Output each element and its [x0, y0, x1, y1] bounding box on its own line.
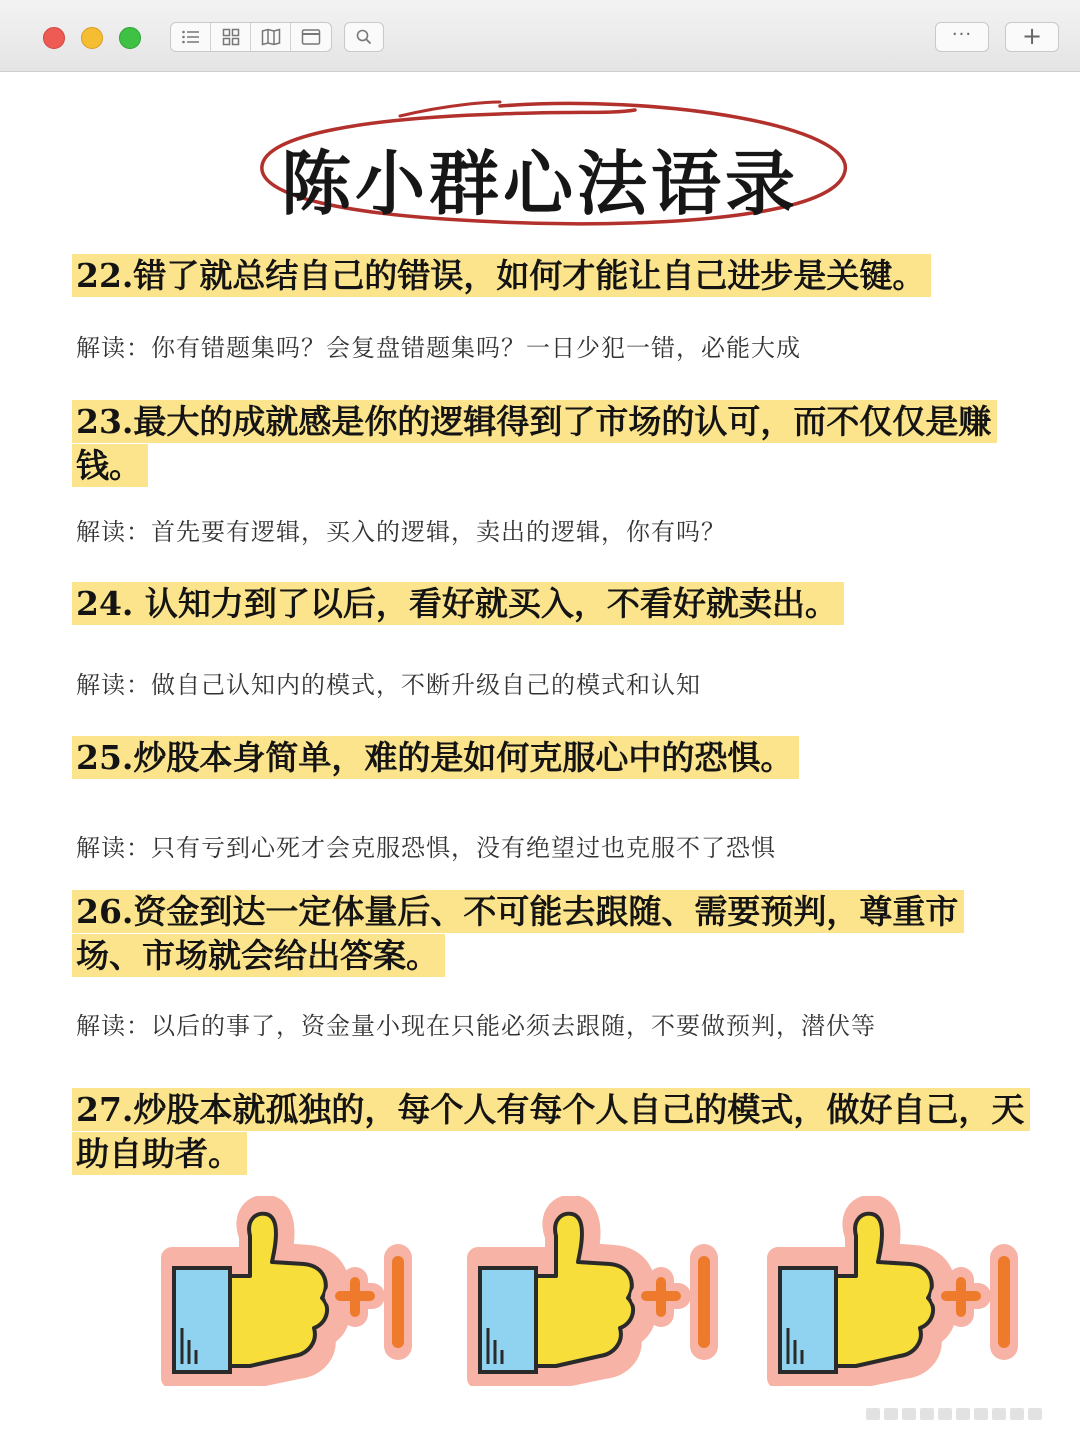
quote-22-note: 解读：你有错题集吗？会复盘错题集吗？一日少犯一错，必能大成 [76, 334, 801, 362]
page-title: 陈小群心法语录 [281, 142, 799, 225]
more-button[interactable]: ··· [935, 22, 989, 52]
quote-text: 22.错了就总结自己的错误，如何才能让自己进步是关键。 [72, 254, 931, 297]
quote-26-note: 解读：以后的事了，资金量小现在只能必须去跟随，不要做预判，潜伏等 [76, 1012, 876, 1040]
quote-27 [72, 1088, 1042, 1176]
quote-26 [72, 890, 1022, 978]
quote-text: 24. 认知力到了以后，看好就买入，不看好就卖出。 [72, 582, 844, 625]
add-button[interactable]: + [1005, 22, 1059, 52]
zoom-window-button[interactable] [119, 27, 141, 49]
close-window-button[interactable] [43, 27, 65, 49]
quote-23 [72, 400, 1052, 488]
search-icon [355, 28, 373, 46]
list-icon[interactable] [171, 23, 211, 51]
thumbs-up-row [0, 1196, 1080, 1396]
view-toolbar [170, 22, 332, 52]
window-titlebar [0, 0, 1080, 72]
quote-text: 27.炒股本就孤独的，每个人有每个人自己的模式，做好自己，天助自助者。 [72, 1088, 1030, 1175]
thumbs-up-icon [764, 1196, 1034, 1386]
search-button[interactable] [344, 22, 384, 52]
quote-25 [72, 736, 1022, 780]
watermark-decoration [866, 1404, 1056, 1424]
quote-24-note: 解读：做自己认知内的模式，不断升级自己的模式和认知 [76, 671, 701, 699]
quote-25-note: 解读：只有亏到心死才会克服恐惧，没有绝望过也克服不了恐惧 [76, 834, 776, 862]
map-icon[interactable] [251, 23, 291, 51]
quote-22 [72, 254, 1022, 298]
window-icon[interactable] [291, 23, 331, 51]
thumbs-up-icon [464, 1196, 734, 1386]
quote-23-note: 解读：首先要有逻辑，买入的逻辑，卖出的逻辑，你有吗？ [76, 518, 726, 546]
quote-text: 26.资金到达一定体量后、不可能去跟随、需要预判，尊重市场、市场就会给出答案。 [72, 890, 964, 977]
thumbs-up-icon [158, 1196, 428, 1386]
grid-icon[interactable] [211, 23, 251, 51]
minimize-window-button[interactable] [81, 27, 103, 49]
quote-text: 25.炒股本身简单，难的是如何克服心中的恐惧。 [72, 736, 799, 779]
quote-24 [72, 582, 1022, 626]
quote-text: 23.最大的成就感是你的逻辑得到了市场的认可，而不仅仅是赚钱。 [72, 400, 997, 487]
